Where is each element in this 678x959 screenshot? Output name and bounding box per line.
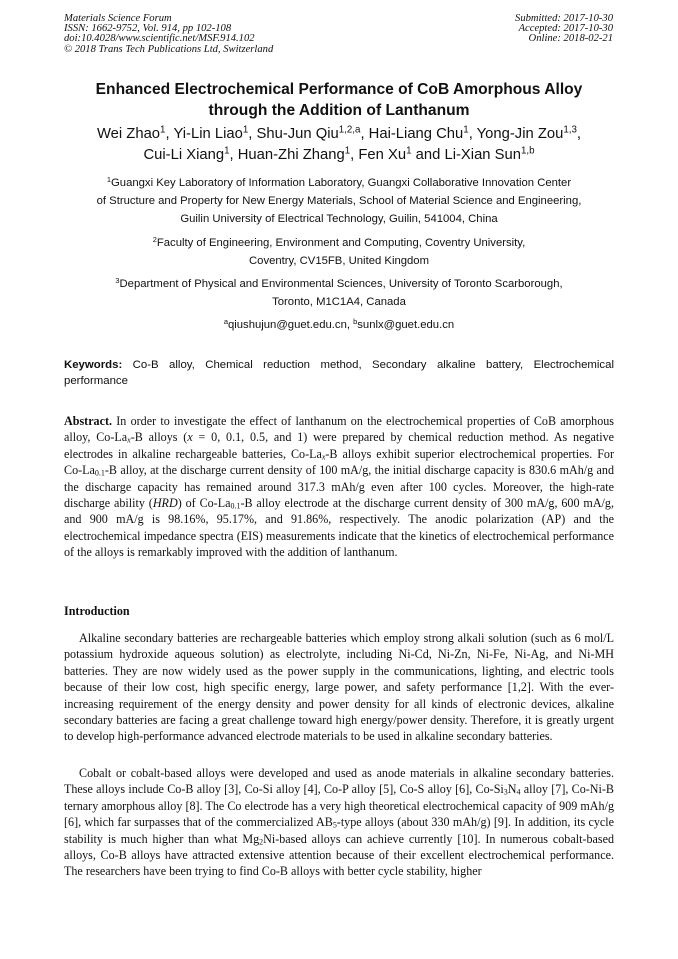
author-affil-sup: 1,b (520, 145, 535, 157)
journal-name: Materials Science Forum (64, 13, 172, 24)
subscript: 5 (332, 820, 337, 830)
contact-emails (40, 316, 638, 334)
journal-header-right (515, 14, 613, 45)
affiliation-line: Guangxi Key Laboratory of Information Laboratory, Guangxi Collaborative Innovation Center (111, 177, 572, 189)
keywords-section (64, 358, 614, 389)
intro-paragraph-1 (64, 630, 614, 745)
abstract-text: -B alloys exhibit superior electrochemical properties. For Co-La (64, 446, 614, 478)
title-line-2: through the Addition of Lanthanum (208, 102, 470, 119)
journal-header-left (64, 14, 273, 55)
abstract-hrd: HRD (152, 496, 178, 511)
abstract-text: In order to investigate the effect of lanthanum on the electrochemical properties of CoB amorphous alloy, Co-La (64, 414, 614, 445)
abstract-text: -B alloys ( (130, 430, 188, 445)
author-affil-sup: 1 (224, 145, 230, 157)
accepted-date: Accepted: 2017-10-30 (518, 23, 613, 35)
keywords-label: Keywords: (64, 359, 123, 371)
author-affil-sup: 1 (160, 124, 166, 136)
keywords-text: Co-B alloy, Chemical reduction method, Secondary alkaline battery, Electrochemical performance (64, 359, 614, 387)
author-name: Li-Xian Sun (444, 147, 521, 163)
abstract-var: x (127, 436, 131, 445)
email-link[interactable]: qiushujun@guet.edu.cn, (227, 319, 350, 331)
doi-line: doi:10.4028/www.scientific.net/MSF.914.102 (64, 33, 255, 45)
affiliation-line: of Structure and Property for New Energy Materials, School of Material Science and Engineering, (96, 195, 582, 207)
submitted-date: Submitted: 2017-10-30 (515, 13, 613, 24)
author-affil-sup: 1 (406, 145, 412, 157)
affiliation-2 (40, 234, 638, 270)
online-date: Online: 2018-02-21 (528, 33, 613, 45)
author-name: Wei Zhao (96, 126, 161, 142)
issn-line: ISSN: 1662-9752, Vol. 914, pp 102-108 (64, 23, 232, 35)
paper-title (40, 79, 638, 121)
affiliation-line: Department of Physical and Environmental Sciences, University of Toronto Scarborough, (119, 278, 563, 290)
title-line-1: Enhanced Electrochemical Performance of CoB Amorphous Alloy (95, 81, 583, 98)
author-affil-sup: 1,2,a (338, 124, 361, 136)
affiliation-line: Guilin University of Electrical Technology, Guilin, 541004, China (180, 213, 498, 225)
abstract-text: = 0, 0.1, 0.5, and 1) were prepared by chemical reduction method. As negative electrodes in alkaline rechargeable batteries, Co-La (64, 430, 615, 461)
abstract-section (64, 413, 614, 561)
abstract-label: Abstract. (64, 414, 113, 428)
abstract-text: -B alloy electrode at the discharge current density of 300 mA/g, 600 mA/g, and 900 mA/g is 98.16%, 95.17%, and 91.86%, respectively. The anodic polarization (AP) and the electrochemical impedance spectra (EIS) measurements indicate that the kinetics of electrochemical performance of the alloys is remarkably improved with the addition of lanthanum. (64, 496, 614, 560)
affiliation-3 (40, 275, 638, 311)
author-name: Yong-Jin Zou (476, 126, 564, 142)
subscript: 3 (503, 788, 508, 797)
affiliation-sup: 3 (115, 275, 120, 285)
author-affil-sup: 1,3 (563, 124, 577, 136)
author-name: Huan-Zhi Zhang (237, 147, 345, 163)
subscript: 2 (259, 837, 264, 847)
author-affil-sup: 1 (242, 124, 249, 136)
author-line-1: Wei Zhao$^1$, Yi-Lin Liao$^1$, Shu-Jun Qiu$^{1,2,a}$, Hai-Liang Chu$^1$, Yong-Jin Zou$^{1,3}$, (96, 124, 582, 142)
author-name: Hai-Liang Chu (368, 126, 464, 142)
affiliation-sup: 1 (106, 174, 112, 184)
author-list (40, 124, 638, 166)
introduction-heading: Introduction (64, 604, 130, 618)
author-name: Fen Xu (358, 147, 407, 163)
paragraph-text: N (507, 782, 517, 797)
affiliation-1 (40, 174, 638, 228)
paragraph-text: -type alloys (about 330 mAh/g) [9]. In addition, its cycle stability is much higher than what Mg (64, 815, 615, 846)
abstract-var: x (321, 452, 326, 462)
copyright-line: © 2018 Trans Tech Publications Ltd, Switzerland (64, 43, 274, 55)
author-name: Yi-Lin Liao (173, 126, 243, 142)
email-sup: b (353, 316, 358, 326)
paragraph-text: alloy [7], Co-Ni-B ternary amorphous alloy [8]. The Co electrode has a very high theoretical electrochemical capacity of 909 mAh/g [6], which far surpasses that of the commercialized AB (64, 782, 614, 830)
paragraph-text: Alkaline secondary batteries are rechargeable batteries which employ strong alkali solution (such as 6 mol/L potassium hydroxide aqueous solution) as electrolyte, including Ni-Cd, Ni-Zn, Ni-Fe, Ni-Ag, and Ni-MH batteries. They are now widely used as the power supply in the communications, lighting, and electric tools because of their low cost, high specific energy, large power, and safety performance [1,2]. With the ever-increasing requirement of the energy density and power density for all kinds of electronic devices, alkaline secondary batteries are facing a great challenge toward high energy/power density. Therefore, it is greatly urgent to develop high-performance advanced electrode materials to be used in alkaline secondary batteries. (64, 631, 614, 744)
paragraph-text: Cobalt or cobalt-based alloys were developed and used as anode materials in alkaline secondary batteries. These alloys include Co-B alloy [3], Co-Si alloy [4], Co-P alloy [5], Co-S alloy [6], Co-Si (64, 766, 614, 797)
author-and: and (415, 147, 441, 163)
abstract-subscript: 0.1 (94, 468, 105, 478)
author-line-2: Cui-Li Xiang$^1$, Huan-Zhi Zhang$^1$, Fen Xu$^1$ and Li-Xian Sun$^{1,b}$ (143, 145, 535, 163)
email-link[interactable]: sunlx@guet.edu.cn (357, 319, 455, 331)
author-affil-sup: 1 (463, 124, 469, 136)
affiliation-line: Toronto, M1C1A4, Canada (272, 296, 406, 308)
abstract-text: -B alloy, at the discharge current density of 100 mA/g, the initial discharge capacity is 830.6 mAh/g and the discharge capacity has remained around 317.3 mAh/g even after 100 cycles. Moreover, the high-rate discharge ability ( (64, 463, 614, 511)
affiliation-sup: 2 (152, 234, 157, 244)
abstract-var: x (187, 430, 193, 445)
subscript: 4 (516, 788, 521, 797)
abstract-subscript: 0.1 (230, 501, 241, 511)
affiliation-line: Coventry, CV15FB, United Kingdom (249, 255, 429, 267)
author-affil-sup: 1 (344, 145, 351, 157)
affiliation-line: Faculty of Engineering, Environment and Computing, Coventry University, (156, 237, 526, 249)
author-name: Shu-Jun Qiu (256, 126, 339, 142)
paragraph-text: Ni-based alloys can achieve currently [10]. In numerous cobalt-based alloys, Co-B alloys have attracted extensive attention because of their excellent electrochemical performance. The researchers have been trying to find Co-B alloys with better cycle stability, higher (64, 831, 614, 879)
intro-paragraph-2 (64, 765, 614, 880)
abstract-text: ) of Co-La (177, 496, 231, 511)
author-name: Cui-Li Xiang (143, 147, 225, 163)
email-sup: a (223, 316, 228, 326)
